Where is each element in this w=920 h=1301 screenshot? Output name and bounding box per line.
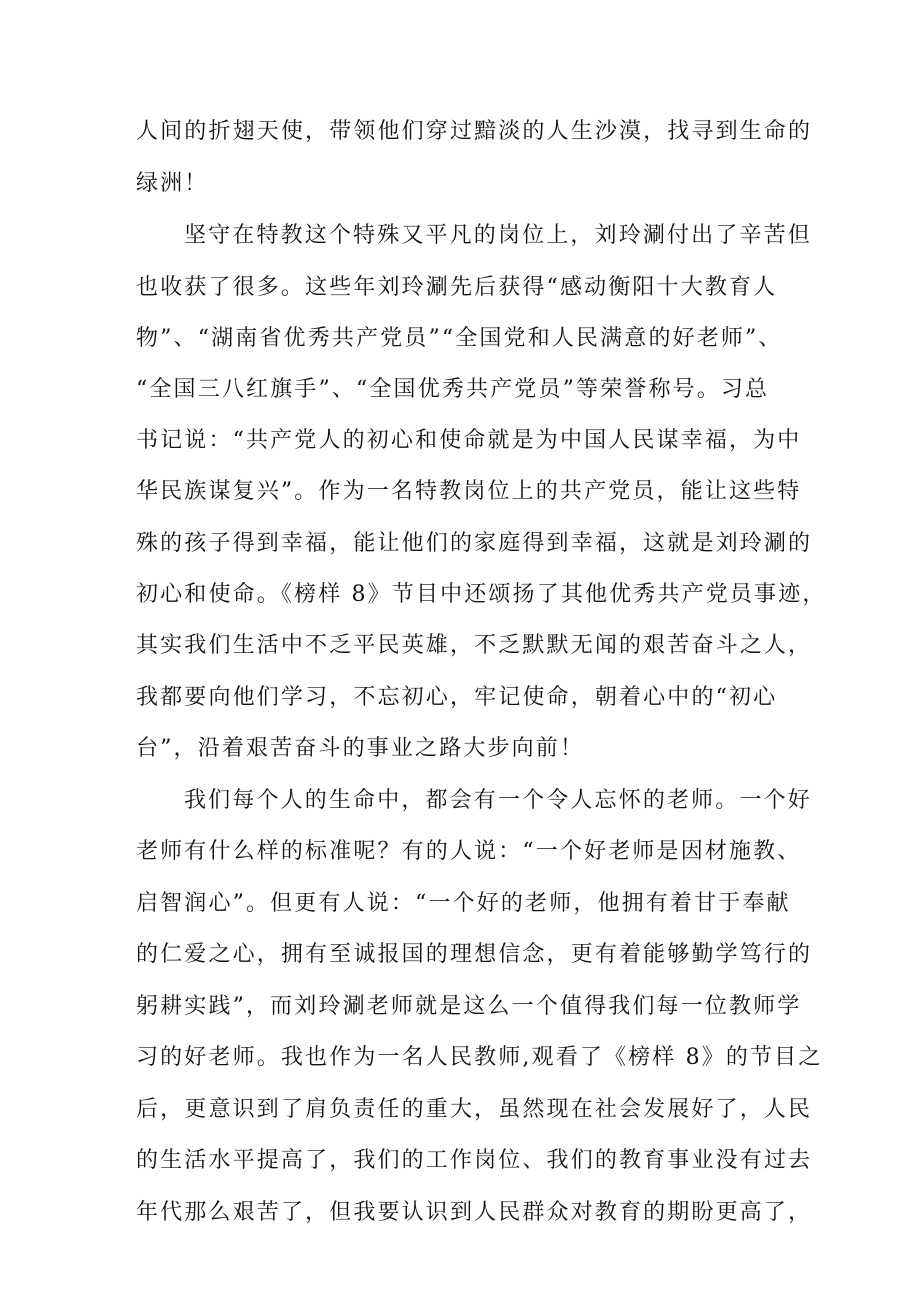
text-line: 初心和使命。《榜样 8》节目中还颂扬了其他优秀共产党员事迹，	[136, 582, 827, 607]
text-line: 绿洲！	[136, 171, 209, 196]
text-line: 华民族谋复兴”。作为一名特教岗位上的共产党员，能让这些特	[136, 479, 802, 504]
text-line: 我都要向他们学习，不忘初心，牢记使命，朝着心中的“初心	[136, 685, 778, 710]
text-line: 其实我们生活中不乏平民英雄，不乏默默无闻的艰苦奋斗之人，	[136, 633, 813, 658]
text-line: 习的好老师。我也作为一名人民教师,观看了《榜样 8》的节目之	[136, 1045, 823, 1070]
paragraph-start-line: 坚守在特教这个特殊又平凡的岗位上，刘玲涮付出了辛苦但	[184, 223, 812, 248]
text-line: 书记说：“共产党人的初心和使命就是为中国人民谋幸福，为中	[136, 428, 802, 453]
text-line: 老师有什么样的标准呢？有的人说：“一个好老师是因材施教、	[136, 839, 802, 864]
text-line: 殊的孩子得到幸福，能让他们的家庭得到幸福，这就是刘玲涮的	[136, 531, 813, 556]
text-line: 也收获了很多。这些年刘玲涮先后获得“感动衡阳十大教育人	[136, 275, 778, 300]
text-line: 的仁爱之心，拥有至诚报国的理想信念，更有着能够勤学笃行的	[136, 942, 813, 967]
text-line: 年代那么艰苦了，但我要认识到人民群众对教育的期盼更高了，	[136, 1200, 813, 1225]
paragraph-start-line: 我们每个人的生命中，都会有一个令人忘怀的老师。一个好	[184, 788, 812, 813]
text-line: 人间的折翅天使，带领他们穿过黯淡的人生沙漠，找寻到生命的	[136, 119, 813, 144]
text-line: 躬耕实践”，而刘玲涮老师就是这么一个值得我们每一位教师学	[136, 994, 802, 1019]
text-line: 的生活水平提高了，我们的工作岗位、我们的教育事业没有过去	[136, 1148, 813, 1173]
text-line: 台”，沿着艰苦奋斗的事业之路大步向前！	[136, 736, 585, 761]
text-line: 启智润心”。但更有人说：“一个好的老师，他拥有着甘于奉献	[136, 891, 791, 916]
text-line: 后，更意识到了肩负责任的重大，虽然现在社会发展好了，人民	[136, 1097, 813, 1122]
text-line: 物”、“湖南省优秀共产党员”“全国党和人民满意的好老师”、	[136, 326, 783, 351]
text-line: “全国三八红旗手”、“全国优秀共产党员”等荣誉称号。习总	[136, 377, 770, 402]
